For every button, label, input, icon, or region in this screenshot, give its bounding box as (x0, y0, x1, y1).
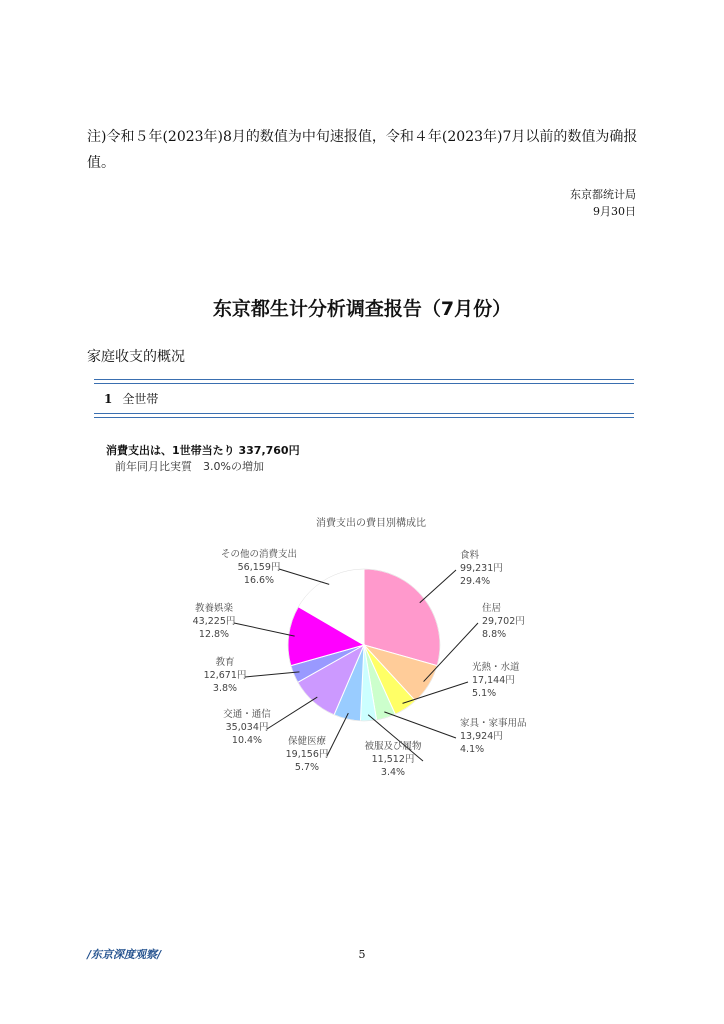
leader-line (279, 569, 329, 584)
leader-line (384, 712, 456, 738)
slice-label-name: 住居 (482, 603, 502, 614)
page-number: 5 (358, 948, 366, 961)
summary-line-2: 前年同月比実質 3.0%の増加 (115, 460, 264, 473)
leader-line (234, 623, 295, 636)
slice-label-pct: 16.6% (243, 575, 275, 586)
slice-label-amount: 17,144円 (472, 675, 515, 686)
slice-label-name: 光熱・水道 (472, 662, 520, 673)
slice-label-name: 教養娯楽 (194, 603, 234, 614)
slice-label-pct: 5.1% (472, 688, 497, 699)
footnote: 注)令和５年(2023年)8月的数值为中旬速报值，令和４年(2023年)7月以前的数值为确报值。 (87, 129, 638, 171)
slice-label-name: 保健医療 (287, 736, 327, 747)
band-number: 1 (104, 392, 113, 406)
slice-label-amount: 11,512円 (371, 754, 415, 765)
slice-label-name: 被服及び履物 (364, 741, 422, 752)
issuer-name: 东京都统计局 (570, 188, 636, 201)
slice-label-amount: 35,034円 (225, 722, 269, 733)
slice-label-name: 食料 (460, 550, 480, 561)
slice-label-amount: 13,924円 (460, 731, 503, 742)
slice-label-pct: 4.1% (460, 744, 485, 755)
slice-label-pct: 3.4% (380, 767, 406, 778)
slice-label-amount: 12,671円 (203, 670, 247, 681)
leader-line (267, 697, 317, 729)
slice-label-amount: 19,156円 (285, 749, 329, 760)
chart-title: 消費支出の費目別構成比 (316, 518, 426, 529)
footer-brand: /东京深度观察/ (87, 948, 162, 961)
leader-line (327, 713, 348, 756)
slice-label-name: 教育 (215, 657, 235, 668)
leader-line (420, 570, 456, 603)
slice-label-pct: 8.8% (482, 629, 507, 640)
issue-date: 9月30日 (593, 205, 636, 218)
slice-label-pct: 10.4% (231, 735, 263, 746)
section-heading: 家庭收支的概况 (87, 349, 185, 365)
summary-line-1: 消費支出は、1世帯当たり 337,760円 (106, 444, 300, 457)
slice-label-amount: 99,231円 (460, 563, 503, 574)
band-label: 全世帯 (122, 392, 159, 406)
slice-label-pct: 12.8% (198, 629, 230, 640)
slice-label-amount: 43,225円 (192, 616, 236, 627)
slice-label-pct: 5.7% (294, 762, 320, 773)
report-title: 东京都生计分析调查报告（7月份） (212, 298, 512, 320)
slice-label-amount: 29,702円 (482, 616, 525, 627)
leader-line (245, 672, 299, 677)
slice-label-pct: 29.4% (460, 576, 491, 587)
slice-label-amount: 56,159円 (237, 562, 281, 573)
slice-label-name: その他の消費支出 (220, 549, 298, 560)
slice-label-name: 家具・家事用品 (460, 718, 527, 729)
slice-label-pct: 3.8% (212, 683, 238, 694)
slice-label-name: 交通・通信 (223, 709, 271, 720)
